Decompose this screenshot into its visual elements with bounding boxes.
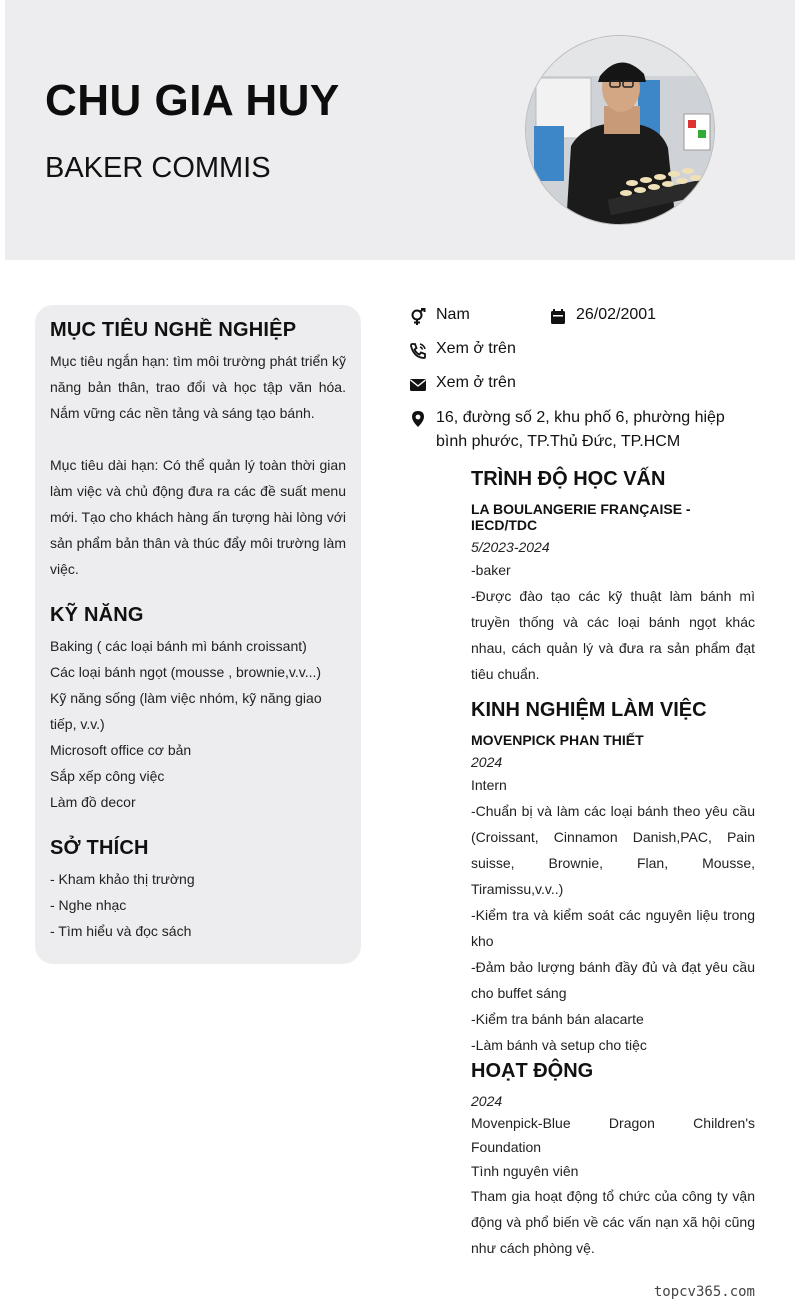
phone-row bbox=[408, 340, 516, 361]
header-banner bbox=[5, 0, 795, 260]
list-item: Sắp xếp công việc bbox=[50, 768, 165, 784]
phone-value: Xem ở trên bbox=[436, 340, 516, 357]
list-item: Làm đồ decor bbox=[50, 794, 136, 810]
experience-company: MOVENPICK PHAN THIẾT bbox=[471, 732, 644, 748]
gender-row bbox=[408, 306, 470, 327]
activities-organization: Movenpick-Blue Dragon Children's Foundation bbox=[471, 1115, 755, 1155]
phone-icon bbox=[408, 341, 428, 361]
envelope-icon bbox=[408, 375, 428, 395]
activities-description: Tham gia hoạt động tổ chức của công ty vận động và phổ biến về các vấn nạn xã hội cũng như cách phòng vệ. bbox=[471, 1188, 755, 1256]
hobbies-list bbox=[50, 866, 346, 944]
list-item: -Chuẩn bị và làm các loại bánh theo yêu cầu (Croissant, Cinnamon Danish,PAC, Pain suisse, Brownie, Flan, Mousse, Tiramissu,v.v..) bbox=[471, 803, 755, 897]
hobbies-title: SỞ THÍCH bbox=[50, 837, 149, 859]
education-school: LA BOULANGERIE FRANÇAISE - IECD/TDC bbox=[471, 501, 691, 533]
education-major: -baker bbox=[471, 562, 511, 578]
list-item: -Làm bánh và setup cho tiệc bbox=[471, 1037, 647, 1053]
calendar-icon bbox=[548, 307, 568, 327]
education-section bbox=[471, 468, 755, 687]
experience-section bbox=[471, 699, 755, 1058]
avatar-photo bbox=[526, 36, 715, 225]
candidate-name: CHU GIA HUY bbox=[45, 76, 340, 125]
activities-title: HOẠT ĐỘNG bbox=[471, 1060, 594, 1082]
location-pin-icon bbox=[408, 409, 428, 429]
watermark: topcv365.com bbox=[653, 1284, 755, 1300]
birthday-value: 26/02/2001 bbox=[576, 306, 657, 323]
gender-value: Nam bbox=[436, 306, 470, 323]
experience-date: 2024 bbox=[471, 754, 503, 770]
avatar bbox=[525, 35, 715, 225]
activities-date: 2024 bbox=[471, 1093, 503, 1109]
birthday-row bbox=[548, 306, 656, 327]
address-value: 16, đường số 2, khu phố 6, phường hiệp bình phước, TP.Thủ Đức, TP.HCM bbox=[436, 409, 725, 450]
left-sidebar-card bbox=[35, 305, 361, 964]
list-item: -Kiểm tra và kiểm soát các nguyên liệu trong kho bbox=[471, 907, 755, 949]
activities-role: Tình nguyên viên bbox=[471, 1163, 579, 1179]
skills-list bbox=[50, 633, 346, 815]
gender-icon bbox=[408, 307, 428, 327]
education-title: TRÌNH ĐỘ HỌC VẤN bbox=[471, 468, 666, 490]
email-value: Xem ở trên bbox=[436, 374, 516, 391]
address-row bbox=[408, 408, 758, 454]
objective-long-term: Mục tiêu dài hạn: Có thể quản lý toàn thời gian làm việc và chủ động đưa ra các đề suất menu mới. Tạo cho khách hàng ấn tượng hài lòng với sản phẩm bản thân và thúc đẩy môi trường làm việc. bbox=[50, 457, 346, 577]
list-item: - Tìm hiểu và đọc sách bbox=[50, 923, 192, 939]
email-row bbox=[408, 374, 516, 395]
job-title: BAKER COMMIS bbox=[45, 152, 271, 184]
list-item: Kỹ năng sống (làm việc nhóm, kỹ năng giao tiếp, v.v.) bbox=[50, 690, 322, 732]
objective-short-term: Mục tiêu ngắn hạn: tìm môi trường phát triển kỹ năng bản thân, trao đổi và học tập văn hóa. Nắm vững các nền tảng và sáng tạo bánh. bbox=[50, 353, 346, 421]
education-date: 5/2023-2024 bbox=[471, 539, 550, 555]
objective-title: MỤC TIÊU NGHỀ NGHIỆP bbox=[50, 319, 297, 341]
experience-position: Intern bbox=[471, 777, 507, 793]
list-item: -Kiểm tra bánh bán alacarte bbox=[471, 1011, 644, 1027]
skills-title: KỸ NĂNG bbox=[50, 604, 144, 626]
activities-section bbox=[471, 1060, 755, 1261]
list-item: -Đảm bảo lượng bánh đầy đủ và đạt yêu cầu cho buffet sáng bbox=[471, 959, 755, 1001]
list-item: - Nghe nhạc bbox=[50, 897, 127, 913]
list-item: Baking ( các loại bánh mì bánh croissant) bbox=[50, 638, 307, 654]
education-description: -Được đào tạo các kỹ thuật làm bánh mì truyền thống và các loại bánh ngọt khác nhau, cách quản lý và đưa ra sản phẩm đạt tiêu chuẩn. bbox=[471, 588, 755, 682]
list-item: Microsoft office cơ bản bbox=[50, 742, 192, 758]
list-item: - Kham khảo thị trường bbox=[50, 871, 195, 887]
list-item: Các loại bánh ngọt (mousse , brownie,v.v...) bbox=[50, 664, 322, 680]
experience-title: KINH NGHIỆM LÀM VIỆC bbox=[471, 699, 707, 721]
